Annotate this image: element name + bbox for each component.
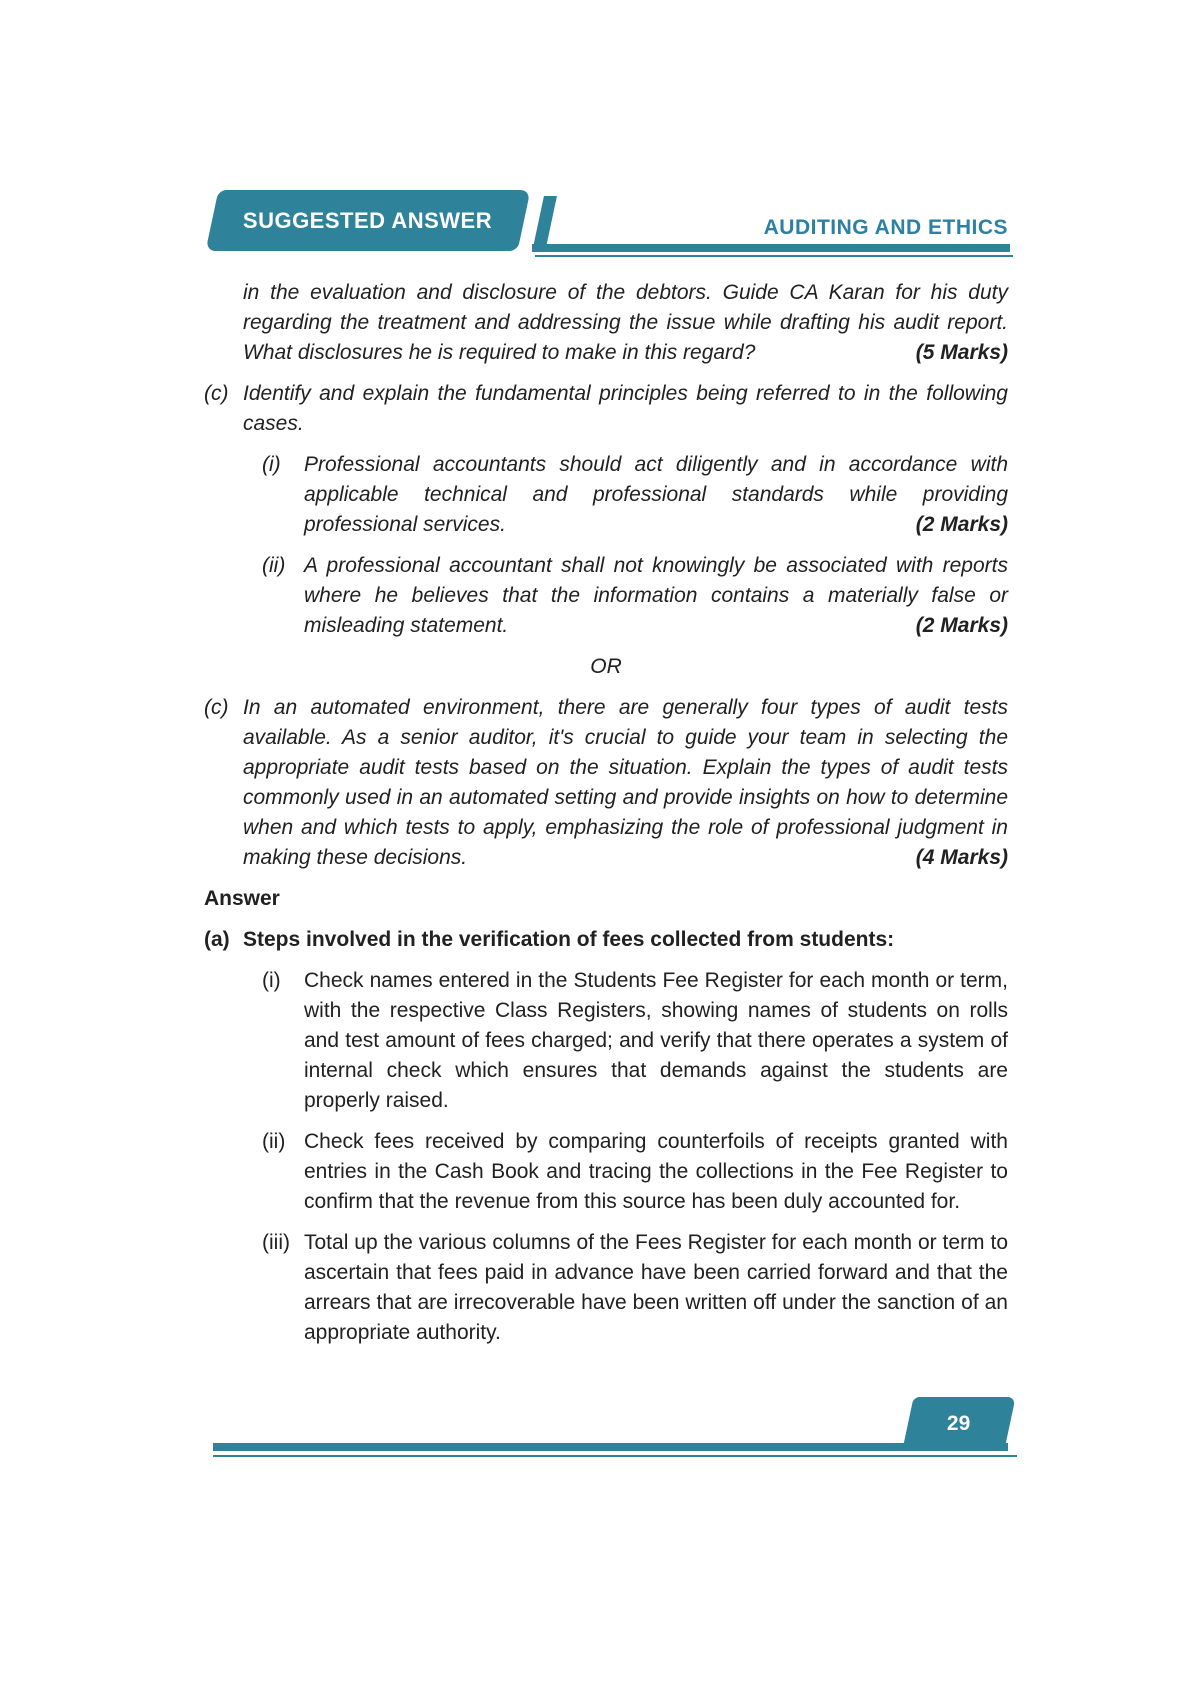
footer-rule-thin bbox=[213, 1455, 1017, 1457]
answer-item-a bbox=[204, 925, 1008, 955]
header-rule-thick bbox=[532, 244, 1010, 252]
question-item-c2 bbox=[204, 693, 1008, 873]
item-marker: (c) bbox=[204, 382, 229, 405]
marks-label: (5 Marks) bbox=[915, 341, 1008, 364]
step-text: Check fees received by comparing counterfoils of receipts granted with entries in the Cash Book and tracing the collections in the Fee Register to confirm that the revenue from this source has been duly accounted for. bbox=[304, 1130, 1008, 1213]
step-text: Check names entered in the Students Fee Register for each month or term, with the respective Class Registers, showing names of students on rolls and test amount of fees charged; and verify that there operates a system of internal check which ensures that demands against the students are properly raised. bbox=[304, 969, 1008, 1112]
item-body bbox=[304, 450, 1008, 540]
page-content bbox=[204, 278, 1008, 1359]
answer-step-i bbox=[262, 966, 1008, 1116]
item-marker: (iii) bbox=[262, 1231, 290, 1254]
question-continuation-text: in the evaluation and disclosure of the debtors. Guide CA Karan for his duty regarding the treatment and addressing the issue while drafting his audit report. What disclosures he is required to make in this regard? bbox=[243, 281, 1008, 364]
item-marker: (ii) bbox=[262, 1130, 286, 1153]
suggested-answer-banner bbox=[206, 190, 531, 251]
question-subitem-ii bbox=[262, 551, 1008, 641]
item-text: Identify and explain the fundamental principles being referred to in the following cases. bbox=[243, 382, 1008, 435]
answer-heading: Answer bbox=[204, 887, 280, 910]
item-marker: (i) bbox=[262, 453, 281, 476]
item-marker: (ii) bbox=[262, 554, 286, 577]
header-rule-thin bbox=[535, 255, 1013, 257]
marks-label: (2 Marks) bbox=[915, 513, 1008, 536]
page-number-badge bbox=[902, 1397, 1015, 1450]
answer-item-a-heading: Steps involved in the verification of fees collected from students: bbox=[243, 928, 895, 951]
answer-step-ii bbox=[262, 1127, 1008, 1217]
question-subitem-i bbox=[262, 450, 1008, 540]
step-text: Total up the various columns of the Fees Register for each month or term to ascertain that fees paid in advance have been carried forward and that the arrears that are irrecoverable have been written off under the sanction of an appropriate authority. bbox=[304, 1231, 1008, 1344]
banner-label: SUGGESTED ANSWER bbox=[243, 207, 493, 233]
item-marker: (c) bbox=[204, 696, 229, 719]
item-text: Professional accountants should act diligently and in accordance with applicable technical and professional standards while providing professional services. bbox=[304, 453, 1008, 536]
or-separator: OR bbox=[590, 655, 622, 678]
item-body bbox=[304, 551, 1008, 641]
item-text: In an automated environment, there are generally four types of audit tests available. As a senior auditor, it's crucial to guide your team in selecting the appropriate audit tests based on the situation. Explain the types of audit tests commonly used in an automated setting and provide insights on how to determine when and which tests to apply, emphasizing the role of professional judgment in making these decisions. bbox=[243, 696, 1008, 869]
page-number: 29 bbox=[947, 1411, 971, 1435]
item-text: A professional accountant shall not knowingly be associated with reports where he believes that the information contains a materially false or misleading statement. bbox=[304, 554, 1008, 637]
question-item-c1 bbox=[204, 379, 1008, 439]
answer-step-iii bbox=[262, 1228, 1008, 1348]
item-marker: (a) bbox=[204, 928, 230, 951]
question-continuation-paragraph bbox=[243, 278, 1008, 368]
marks-label: (2 Marks) bbox=[915, 614, 1008, 637]
footer-rule-thick bbox=[213, 1443, 1008, 1451]
marks-label: (4 Marks) bbox=[915, 846, 1008, 869]
item-body bbox=[243, 693, 1008, 873]
item-marker: (i) bbox=[262, 969, 281, 992]
subject-title: AUDITING AND ETHICS bbox=[763, 216, 1008, 239]
